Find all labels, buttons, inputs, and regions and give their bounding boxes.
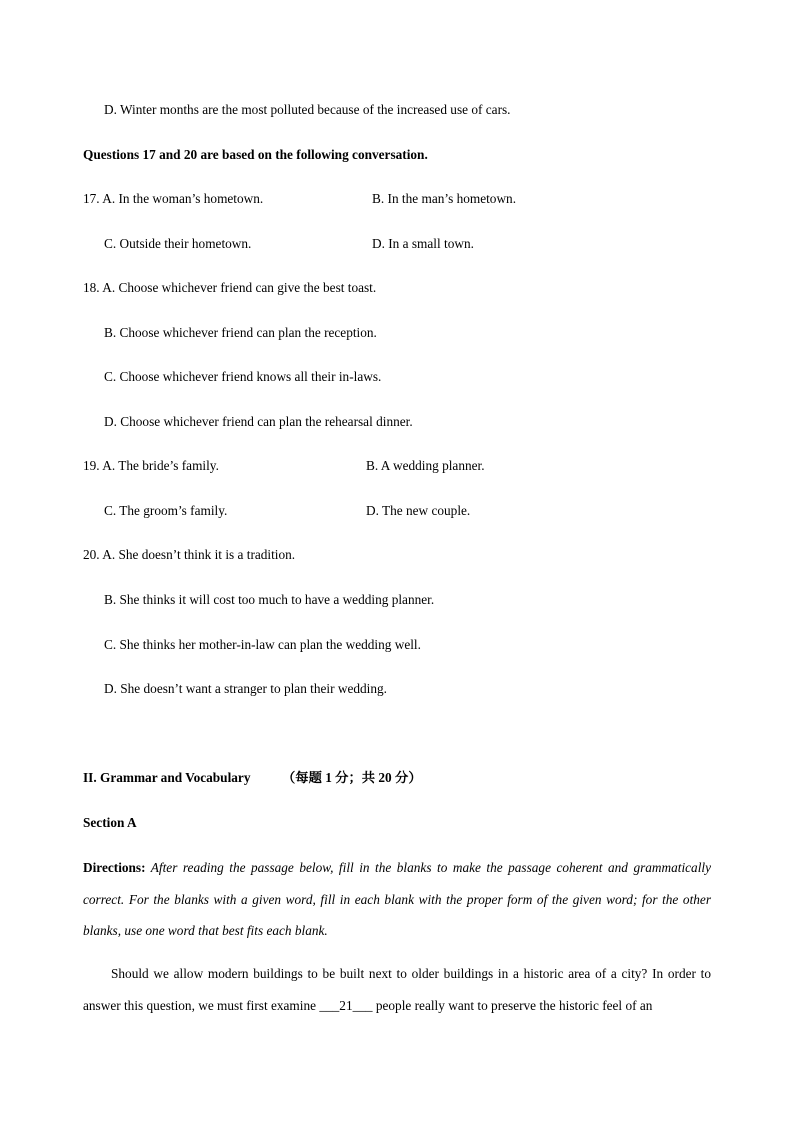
q20-option-b: B. She thinks it will cost too much to have a wedding planner. [104,592,435,607]
conversation-heading: Questions 17 and 20 are based on the following conversation. [83,147,428,162]
q17-option-b: B. In the man’s hometown. [372,191,517,206]
q18-option-c: C. Choose whichever friend knows all their in-laws. [104,369,382,384]
q19-option-a: 19. A. The bride’s family. [83,458,219,473]
q18-option-b: B. Choose whichever friend can plan the reception. [104,325,377,340]
passage-paragraph: Should we allow modern buildings to be built next to older buildings in a historic area of a city? In order to answer this question, we must first examine ___21___ people really want to preserve the historic feel of an [83,966,711,1013]
directions-paragraph [83,852,711,947]
part2-score: （每题 1 分；共 20 分） [282,770,422,785]
q18-option-a: 18. A. Choose whichever friend can give the best toast. [83,280,377,295]
q20-option-c: C. She thinks her mother-in-law can plan the wedding well. [104,637,421,652]
directions-label: Directions: [83,860,146,875]
q17-option-d: D. In a small town. [372,236,474,251]
q20-option-d: D. She doesn’t want a stranger to plan their wedding. [104,681,387,696]
q20-option-a: 20. A. She doesn’t think it is a tradition. [83,547,296,562]
q19-option-b: B. A wedding planner. [366,458,485,473]
q19-option-c: C. The groom’s family. [104,503,228,518]
q18-option-d: D. Choose whichever friend can plan the rehearsal dinner. [104,414,413,429]
q17-option-c: C. Outside their hometown. [104,236,252,251]
part2-title: II. Grammar and Vocabulary [83,770,251,785]
q16-option-d: D. Winter months are the most polluted because of the increased use of cars. [104,102,511,117]
q17-option-a: 17. A. In the woman’s hometown. [83,191,264,206]
directions-text: After reading the passage below, fill in the blanks to make the passage coherent and grammatically correct. For the blanks with a given word, fill in each blank with the proper form of the given word; for the other blanks, use one word that best fits each blank. [83,860,711,938]
section-a-title: Section A [83,815,137,830]
q19-option-d: D. The new couple. [366,503,471,518]
